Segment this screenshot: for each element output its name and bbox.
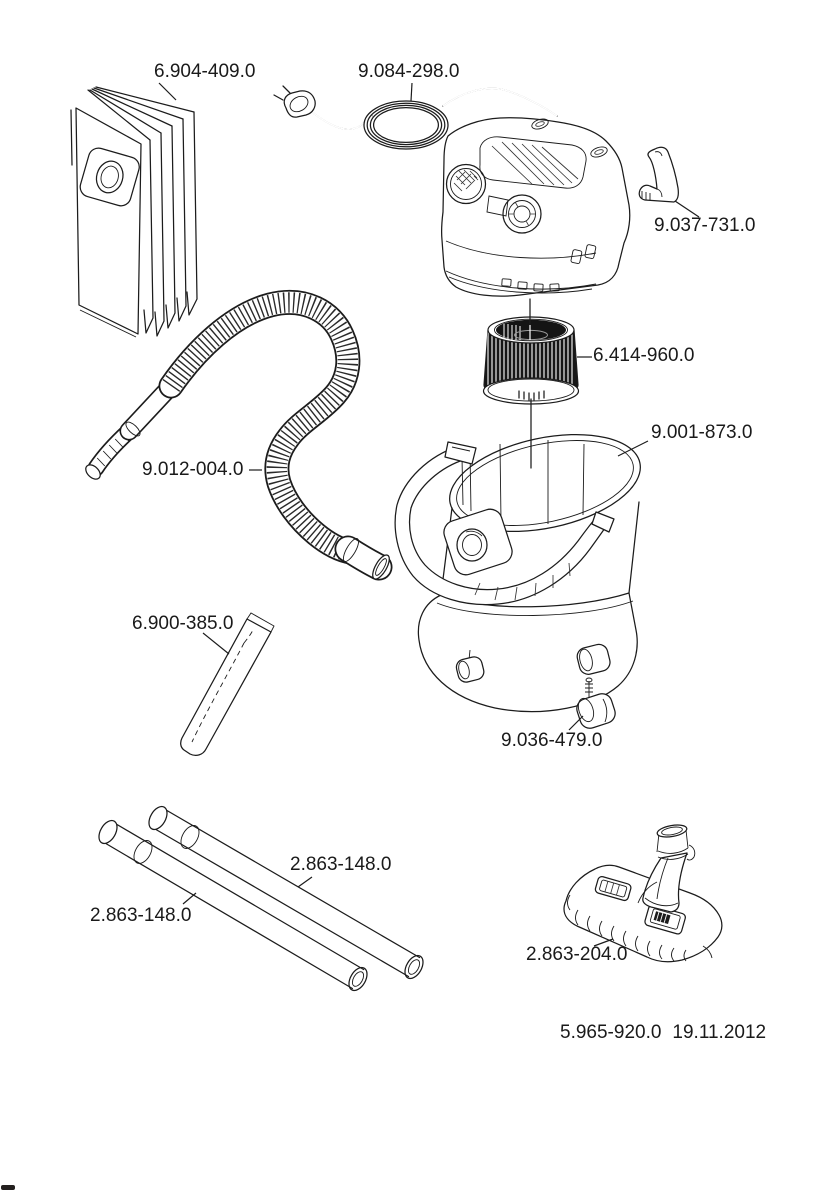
leader-tube-upper <box>298 877 312 887</box>
part-label-suction-hose: 9.012-004.0 <box>142 459 244 480</box>
scan-artifact <box>1 1185 15 1190</box>
footer-document-number: 5.965-920.0 <box>560 1022 662 1043</box>
part-label-floor-nozzle: 2.863-204.0 <box>526 944 628 965</box>
part-label-cartridge-filter: 6.414-960.0 <box>593 345 695 366</box>
part-label-cord-hook: 9.037-731.0 <box>654 215 756 236</box>
cartridge-filter-drawing <box>484 299 579 404</box>
part-label-power-cord: 9.084-298.0 <box>358 61 460 82</box>
footer-date: 19.11.2012 <box>672 1022 767 1043</box>
power-plug <box>274 86 315 117</box>
vacuum-head-drawing <box>442 117 630 296</box>
leader-crevice-nozzle <box>203 633 229 654</box>
part-label-container: 9.001-873.0 <box>651 422 753 443</box>
cord-hook-drawing <box>639 147 678 202</box>
leader-filter-bag-set <box>159 83 176 100</box>
part-label-crevice-nozzle: 6.900-385.0 <box>132 613 234 634</box>
filter-bag-set-drawing <box>71 87 197 337</box>
leader-tube-lower <box>183 893 196 904</box>
drawing-footer <box>560 1023 766 1043</box>
floor-nozzle-drawing <box>564 823 722 962</box>
crevice-nozzle-drawing <box>181 613 274 755</box>
part-label-caster: 9.036-479.0 <box>501 730 603 751</box>
part-label-filter-bag-set: 6.904-409.0 <box>154 61 256 82</box>
suction-hose-drawing <box>83 302 392 581</box>
part-label-extension-tube-upper: 2.863-148.0 <box>290 854 392 875</box>
container-drawing <box>395 399 649 712</box>
part-label-extension-tube-lower: 2.863-148.0 <box>90 905 192 926</box>
extension-tube-upper-drawing <box>145 803 426 981</box>
leader-power-cord <box>411 83 412 101</box>
